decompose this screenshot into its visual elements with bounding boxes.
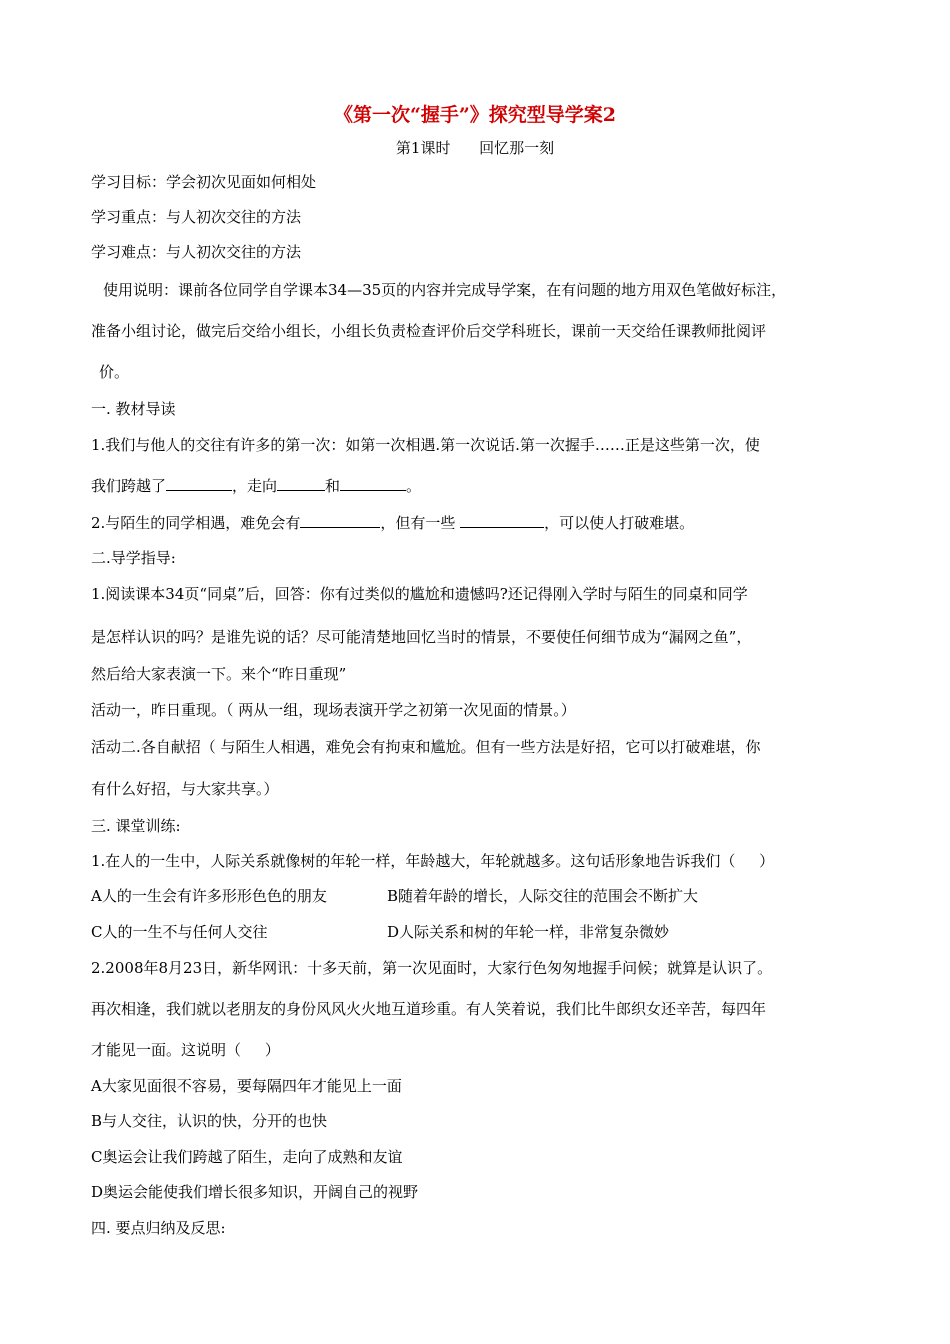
instructions-line-3: 价。 — [99, 363, 130, 381]
fill-text: ，可以使人打破难堪。 — [544, 514, 695, 532]
answer-blank[interactable] — [340, 476, 406, 491]
exercise-2-question-line-3: 才能见一面。这说明（ ） — [91, 1041, 280, 1059]
lesson-subtitle: 第1课时 回忆那一刻 — [395, 139, 555, 157]
answer-blank[interactable] — [277, 476, 325, 491]
activity-2-line-2: 有什么好招，与大家共享。） — [91, 780, 279, 798]
fill-text: 2.与陌生的同学相遇，难免会有 — [91, 514, 301, 532]
exercise-1-option-a: A人的一生会有许多形形色色的朋友 — [91, 887, 327, 905]
exercise-2-option-a: A大家见面很不容易，要每隔四年才能见上一面 — [91, 1077, 402, 1095]
instructions-line-1: 使用说明：课前各位同学自学课本34—35页的内容并完成导学案，在有问题的地方用双色笔做好标注， — [103, 281, 787, 299]
section-1-question-2 — [91, 513, 694, 533]
instructions-line-2: 准备小组讨论，做完后交给小组长，小组长负责检查评价后交学科班长，课前一天交给任课教师批阅评 — [91, 322, 767, 340]
activity-2-line-1: 活动二.各自献招（ 与陌生人相遇，难免会有拘束和尴尬。但有一些方法是好招，它可以打破难堪，你 — [91, 738, 761, 756]
fill-text: 和 — [325, 477, 341, 495]
section-1-heading: 一. 教材导读 — [91, 400, 176, 418]
exercise-1-option-c: C人的一生不与任何人交往 — [91, 923, 268, 941]
exercise-2-option-c: C奥运会让我们跨越了陌生，走向了成熟和友谊 — [91, 1148, 403, 1166]
section-2-heading: 二.导学指导: — [91, 549, 176, 567]
section-1-question-1-line-1: 1.我们与他人的交往有许多的第一次：如第一次相遇.第一次说话.第一次握手……正是这些第一次，使 — [91, 436, 760, 454]
exercise-1-option-b: B随着年龄的增长，人际交往的范围会不断扩大 — [387, 887, 699, 905]
answer-blank[interactable] — [460, 513, 544, 528]
exercise-2-question-line-1: 2.2008年8月23日，新华网讯：十多天前，第一次见面时，大家行色匆匆地握手问候；就算是认识了。 — [91, 959, 773, 977]
section-3-heading: 三. 课堂训练: — [91, 817, 181, 835]
fill-text: ，但有一些 — [380, 514, 461, 532]
exercise-1-question: 1.在人的一生中，人际关系就像树的年轮一样，年龄越大，年轮就越多。这句话形象地告诉我们（ ） — [91, 852, 775, 870]
activity-1: 活动一，昨日重现。（ 两从一组，现场表演开学之初第一次见面的情景。） — [91, 701, 576, 719]
learning-difficulty: 学习难点：与人初次交往的方法 — [91, 243, 302, 261]
section-1-question-1-line-2 — [91, 476, 421, 496]
learning-key-point: 学习重点：与人初次交往的方法 — [91, 208, 302, 226]
section-2-paragraph-line-3: 然后给大家表演一下。来个“昨日重现” — [91, 665, 347, 683]
learning-objective: 学习目标：学会初次见面如何相处 — [91, 173, 317, 191]
answer-blank[interactable] — [166, 476, 232, 491]
exercise-2-option-b: B与人交往，认识的快，分开的也快 — [91, 1112, 328, 1130]
section-4-heading: 四. 要点归纳及反思: — [91, 1219, 226, 1237]
exercise-2-question-line-2: 再次相逢，我们就以老朋友的身份风风火火地互道珍重。有人笑着说，我们比牛郎织女还辛苦，每四年 — [91, 1000, 767, 1018]
exercise-2-option-d: D奥运会能使我们增长很多知识，开阔自己的视野 — [91, 1183, 419, 1201]
section-2-paragraph-line-1: 1.阅读课本34页“同桌”后，回答：你有过类似的尴尬和遗憾吗?还记得刚入学时与陌生的同桌和同学 — [91, 585, 748, 603]
exercise-1-option-d: D人际关系和树的年轮一样，非常复杂微妙 — [387, 923, 670, 941]
answer-blank[interactable] — [300, 513, 380, 528]
document-title: 《第一次“握手”》探究型导学案2 — [333, 104, 617, 126]
fill-text: 我们跨越了 — [91, 477, 167, 495]
section-2-paragraph-line-2: 是怎样认识的吗？是谁先说的话？尽可能清楚地回忆当时的情景，不要使任何细节成为“漏网之鱼”， — [91, 628, 752, 646]
fill-text: 。 — [406, 477, 422, 495]
fill-text: ，走向 — [232, 477, 278, 495]
